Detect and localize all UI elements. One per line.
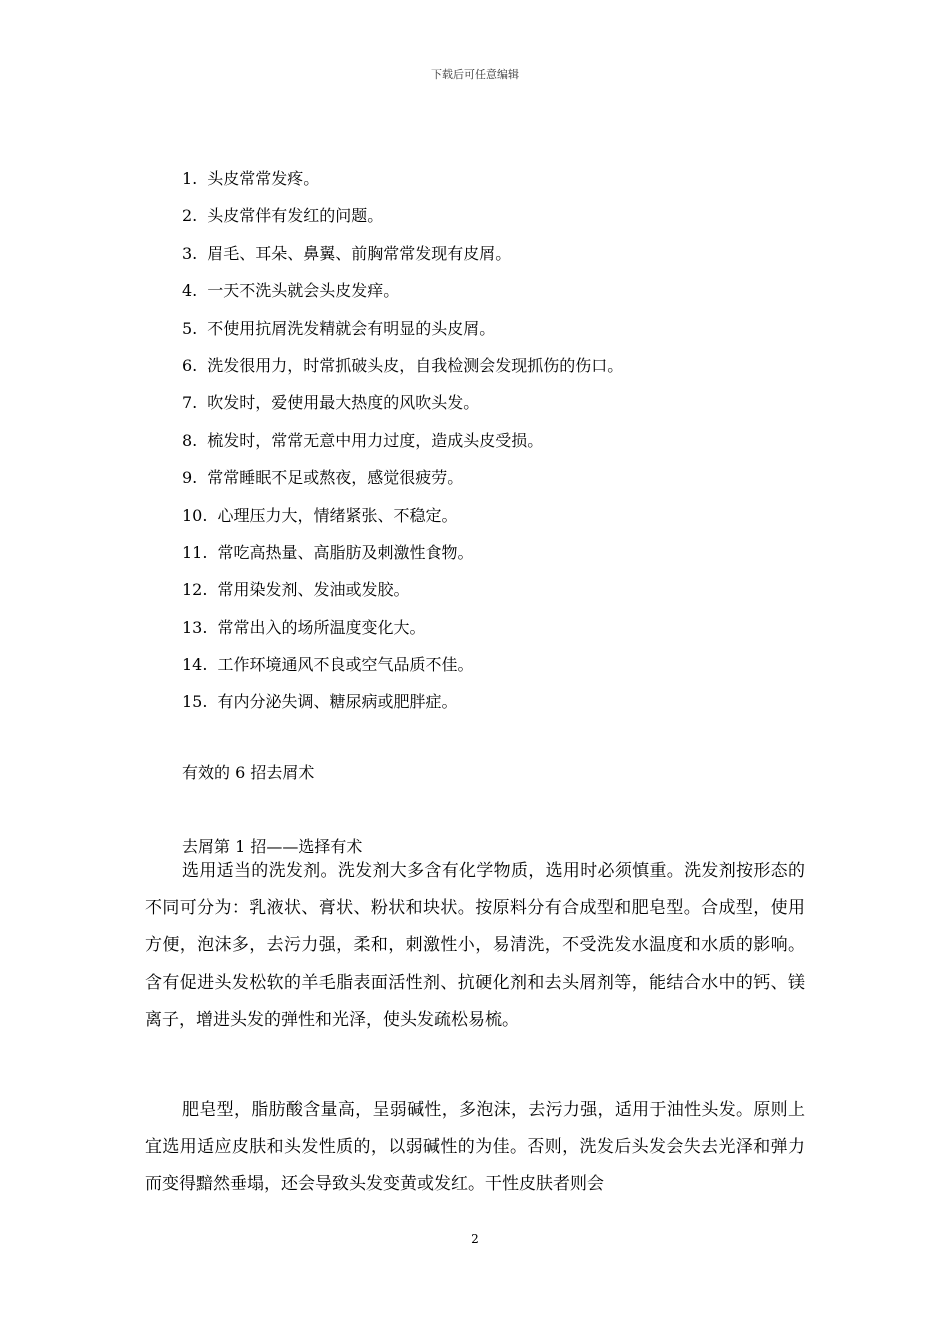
list-item-text: 常常出入的场所温度变化大。 [217, 617, 426, 637]
list-item [182, 272, 623, 309]
list-item [182, 235, 623, 272]
list-item-number: 15. [182, 692, 208, 712]
list-item-number: 10. [182, 505, 208, 525]
list-item [182, 534, 623, 571]
list-item-number: 6. [182, 355, 198, 375]
list-item-number: 1. [182, 169, 198, 188]
list-item [182, 571, 623, 608]
list-item-number: 7. [182, 393, 198, 413]
list-item-text: 常吃高热量、高脂肪及刺激性食物。 [217, 542, 474, 562]
list-item-text: 心理压力大，情绪紧张、不稳定。 [217, 505, 458, 525]
list-item-text: 工作环境通风不良或空气品质不佳。 [217, 655, 474, 675]
list-item-text: 头皮常伴有发红的问题。 [207, 206, 384, 226]
list-item-text: 眉毛、耳朵、鼻翼、前胸常常发现有皮屑。 [207, 243, 512, 263]
list-item-text: 一天不洗头就会头皮发痒。 [207, 281, 400, 301]
symptom-list [182, 160, 623, 721]
list-item-text: 头皮常常发疼。 [207, 169, 320, 188]
page-number: 2 [471, 1232, 479, 1246]
list-item [182, 310, 623, 347]
list-item-text: 常常睡眠不足或熬夜，感觉很疲劳。 [207, 468, 464, 488]
list-item-text: 不使用抗屑洗发精就会有明显的头皮屑。 [207, 318, 496, 338]
list-item [182, 197, 623, 234]
list-item-number: 2. [182, 206, 198, 226]
body-paragraph: 肥皂型，脂肪酸含量高，呈弱碱性，多泡沫，去污力强，适用于油性头发。原则上宜选用适应皮肤和头发性质的，以弱碱性的为佳。否则，洗发后头发会失去光泽和弹力而变得黯然垂塌，还会导致头发变黄或发红。干性皮肤者则会 [145, 1100, 805, 1195]
body-paragraph: 选用适当的洗发剂。洗发剂大多含有化学物质，选用时必须慎重。洗发剂按形态的不同可分为：乳液状、膏状、粉状和块状。按原料分有合成型和肥皂型。合成型，使用方便，泡沫多，去污力强，柔和，刺激性小，易清洗，不受洗发水温度和水质的影响。含有促进头发松软的羊毛脂表面活性剂、抗硬化剂和去头屑剂等，能结合水中的钙、镁离子，增进头发的弹性和光泽，使头发疏松易梳。 [145, 861, 805, 1030]
list-item [182, 646, 623, 683]
section-title: 有效的 6 招去屑术 [182, 763, 315, 782]
list-item-text: 常用染发剂、发油或发胶。 [217, 580, 410, 600]
section-subtitle: 去屑第 1 招——选择有术 [182, 837, 363, 856]
list-item-number: 11. [182, 542, 208, 562]
list-item-text: 吹发时，爱使用最大热度的风吹头发。 [207, 393, 480, 413]
page-header: 下载后可任意编辑 [431, 68, 519, 81]
list-item [182, 683, 623, 720]
list-item [182, 422, 623, 459]
list-item-number: 3. [182, 243, 198, 263]
list-item [182, 609, 623, 646]
list-item-number: 9. [182, 468, 198, 488]
list-item-number: 13. [182, 617, 208, 637]
list-item-number: 4. [182, 281, 198, 301]
list-item [182, 347, 623, 384]
list-item-text: 有内分泌失调、糖尿病或肥胖症。 [217, 692, 458, 712]
list-item [182, 459, 623, 496]
list-item [182, 497, 623, 534]
list-item [182, 384, 623, 421]
list-item-text: 梳发时，常常无意中用力过度，造成头皮受损。 [207, 430, 544, 450]
list-item-number: 8. [182, 430, 198, 450]
list-item-number: 12. [182, 580, 208, 600]
list-item [182, 160, 623, 197]
list-item-number: 5. [182, 318, 198, 338]
list-item-number: 14. [182, 655, 208, 675]
list-item-text: 洗发很用力，时常抓破头皮，自我检测会发现抓伤的伤口。 [207, 355, 624, 375]
